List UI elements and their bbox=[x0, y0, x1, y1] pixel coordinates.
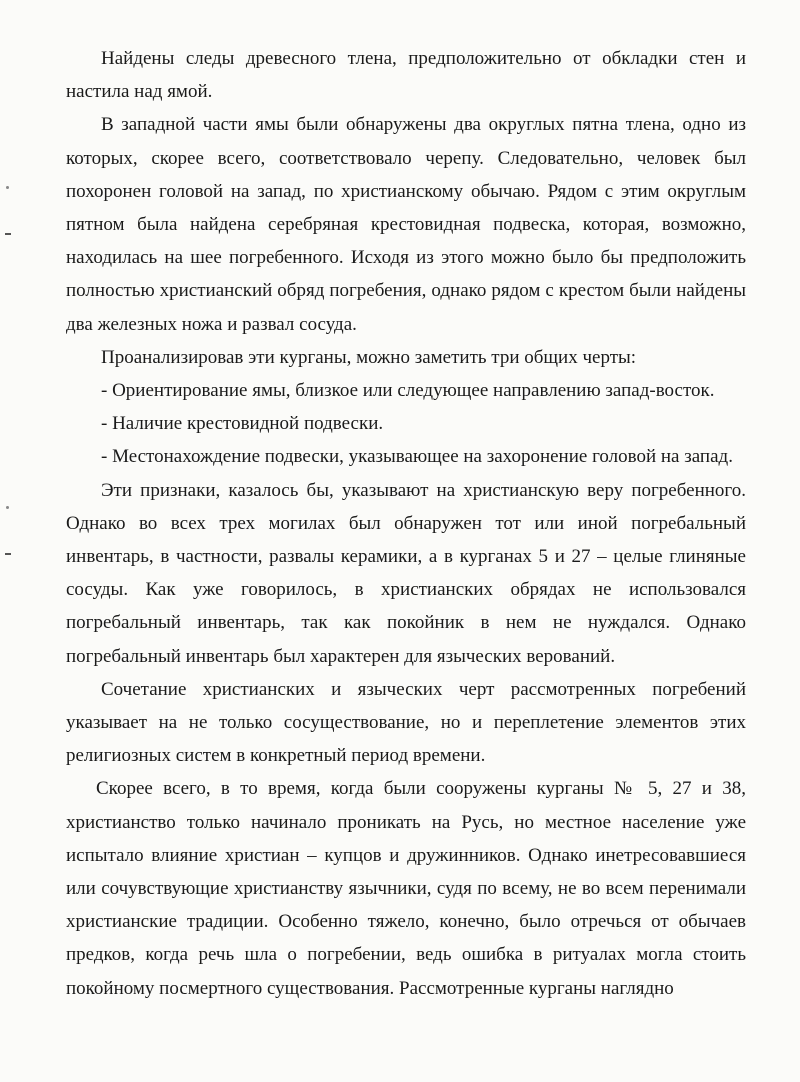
paragraph-2: В западной части ямы были обнаружены два округлых пятна тлена, одно из которых, скорее всего, соответствовало черепу. Следовательно, человек был похоронен головой на запад, по христианскому обычаю. Рядом с этим округлым пятном была найдена серебряная крестовидная подвеска, которая, возможно, находилась на шее погребенного. Исходя из этого можно было бы предположить полностью христианский обряд погребения, однако рядом с крестом были найдены два железных ножа и развал сосуда. bbox=[66, 114, 746, 335]
margin-tick bbox=[5, 233, 11, 235]
paragraph-6: Скорее всего, в то время, когда были сооружены курганы № 5, 27 и 38, христианство только начинало проникать на Русь, но местное население уже испытало влияние христиан – купцов и дружинников. Однако инетресовавшиеся или сочувствующие христианству язычники, судя по всему, не во всем перенимали христианские традиции. Особенно тяжело, конечно, было отречься от обычаев предков, когда речь шла о погребении, ведь ошибка в ритуалах могла стоить покойному посмертного существования. Рассмотренные курганы наглядно bbox=[66, 778, 746, 999]
margin-speck bbox=[6, 186, 9, 189]
body-text bbox=[66, 42, 746, 1005]
list-item-orientation: - Ориентирование ямы, близкое или следующее направлению запад-восток. bbox=[101, 380, 715, 402]
margin-speck bbox=[6, 506, 9, 509]
margin-tick bbox=[5, 553, 11, 555]
paragraph-3: Проанализировав эти курганы, можно заметить три общих черты: bbox=[101, 346, 637, 368]
paragraph-4: Эти признаки, казалось бы, указывают на христианскую веру погребенного. Однако во всех трех могилах был обнаружен тот или иной погребальный инвентарь, в частности, развалы керамики, а в курганах 5 и 27 – целые глиняные сосуды. Как уже говорилось, в христианских обрядах не использовался погребальный инвентарь, так как покойник в нем не нуждался. Однако погребальный инвентарь был характерен для языческих верований. bbox=[66, 479, 746, 667]
paragraph-1: Найдены следы древесного тлена, предположительно от обкладки стен и настила над ямой. bbox=[66, 48, 746, 103]
list-item-location: - Местонахождение подвески, указывающее на захоронение головой на запад. bbox=[101, 446, 733, 468]
list-item-pendant: - Наличие крестовидной подвески. bbox=[101, 413, 384, 435]
paragraph-5: Сочетание христианских и языческих черт рассмотренных погребений указывает на не только сосуществование, но и переплетение элементов этих религиозных систем в конкретный период времени. bbox=[66, 678, 746, 767]
